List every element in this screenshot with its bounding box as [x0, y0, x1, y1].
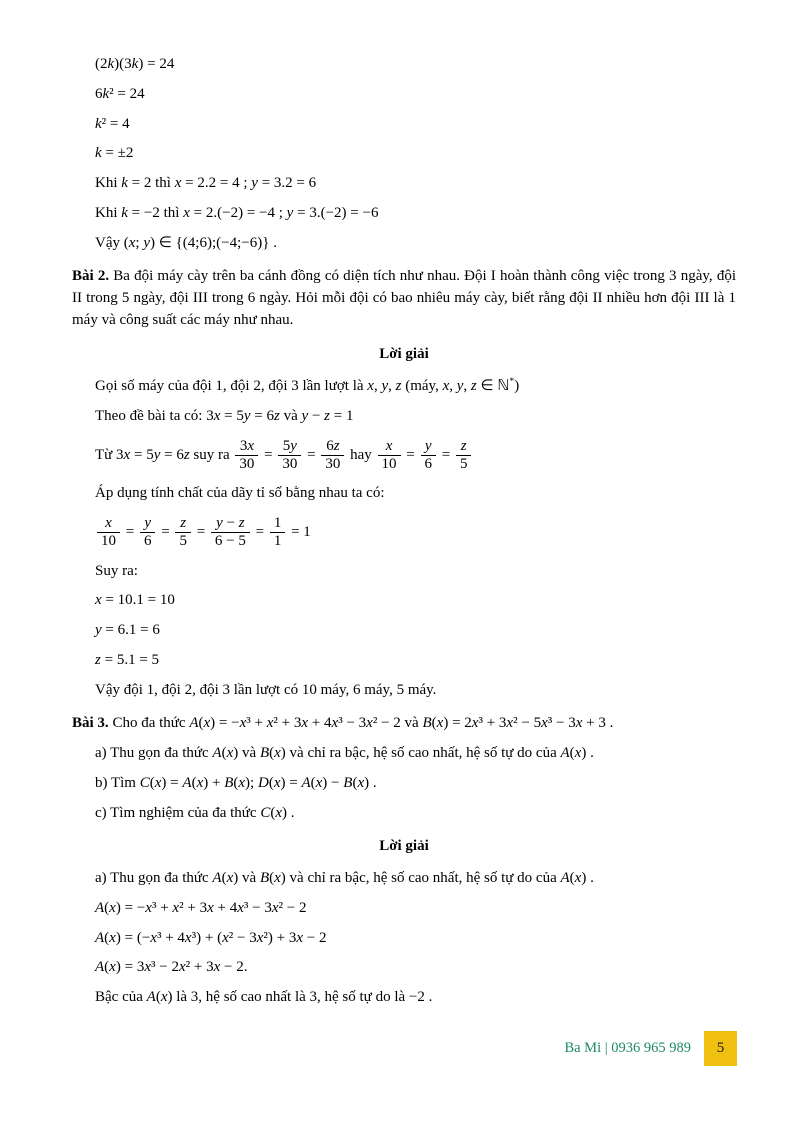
math-run: A(x): [146, 989, 173, 1005]
text-run: (máy,: [401, 378, 443, 395]
fraction: [456, 438, 472, 474]
text-run: =: [122, 524, 138, 541]
equation-line: [72, 438, 736, 474]
equation-line: [72, 114, 736, 136]
text-run: Vậy đội 1, đội 2, đội 3 lần lượt có 10 máy, 6 máy, 5 máy.: [95, 681, 437, 698]
text-run: =: [260, 446, 277, 463]
text-run: .: [424, 989, 433, 1005]
math-run: x = 2.2 = 4: [174, 175, 240, 191]
text-run: Cho đa thức: [108, 715, 190, 732]
text-run: Ba đội máy cày trên ba cánh đồng có diện tích như nhau. Đội I hoàn thành công việc trong 3 ngày, đội II trong 5 ngày, đội III trong 6 ngày. Hỏi mỗi đội có bao nhiêu máy cày, biết rằng đội II nhiều hơn đội III là 1 máy và công suất các máy như nhau.: [72, 268, 736, 328]
text-run: và: [279, 408, 302, 424]
math-run: k = −2: [121, 204, 160, 221]
text-run: Khi: [95, 204, 122, 221]
text-run: =: [402, 446, 419, 463]
math-run: 5: [456, 455, 472, 473]
fraction: [270, 515, 286, 551]
fraction: [97, 515, 120, 551]
math-run: x = 2.(−2) = −4: [183, 204, 275, 221]
text-run: suy ra: [189, 446, 234, 463]
statement-line: [72, 203, 736, 225]
math-run: x = 10.1 = 10: [95, 592, 175, 609]
text-run: Lời giải: [379, 345, 429, 362]
math-run: y: [144, 515, 152, 531]
math-run: x: [385, 437, 393, 454]
statement-line: [72, 868, 736, 890]
math-run: A(x) = 3x³ − 2x² + 3x − 2.: [95, 959, 248, 976]
text-run: .: [369, 774, 377, 791]
math-run: −2: [408, 989, 425, 1005]
math-run: B(x): [259, 745, 286, 761]
fraction: [140, 515, 156, 551]
math-run: 6k² = 24: [95, 85, 145, 102]
math-run: B(x): [259, 870, 286, 886]
text-run: Bài 2.: [72, 268, 110, 285]
text-run: Suy ra:: [95, 562, 138, 579]
math-run: k² = 4: [95, 115, 130, 132]
problem-3: [72, 713, 736, 735]
question-b: [72, 773, 736, 795]
math-run: y = 3.2 = 6: [251, 175, 317, 191]
statement-line: [72, 173, 736, 195]
text-run: .: [269, 234, 277, 251]
text-run: =: [192, 524, 209, 541]
text-run: =: [438, 446, 454, 463]
text-run: Bài 3.: [72, 715, 109, 732]
text-run: .: [605, 715, 614, 732]
text-run: a) Thu gọn đa thức: [95, 745, 213, 761]
text-run: Áp dụng tính chất của dãy tỉ số bằng nhau ta có:: [95, 485, 385, 502]
statement-line: [72, 406, 736, 428]
math-run: y − z = 1: [301, 408, 354, 424]
math-run: 6: [421, 455, 437, 473]
text-run: Gọi số máy của đội 1, đội 2, đội 3 lần lượt là: [95, 378, 368, 395]
math-run: 3x = 5y = 6z: [116, 446, 190, 463]
math-run: A(x): [212, 870, 239, 886]
fraction: [421, 438, 437, 474]
text-run: và: [400, 715, 423, 732]
text-run: Lời giải: [379, 838, 429, 855]
text-run: ): [514, 378, 520, 395]
page-number-badge: [704, 1031, 737, 1066]
statement-line: [72, 561, 736, 583]
fraction: [278, 438, 301, 474]
solution-heading: [72, 836, 736, 858]
math-run: 10: [378, 455, 401, 473]
fraction: [211, 515, 250, 551]
statement-line: [72, 987, 736, 1009]
equation-line: [72, 84, 736, 106]
math-run: x: [105, 515, 112, 531]
text-run: .: [586, 745, 594, 761]
math-run: A(x): [560, 870, 587, 886]
equation-line: [72, 590, 736, 612]
text-run: a) Thu gọn đa thức: [95, 870, 213, 886]
page-number: 5: [716, 1040, 725, 1056]
math-run: C(x) = A(x) + B(x); D(x) = A(x) − B(x): [139, 774, 370, 791]
math-run: 6z: [326, 437, 340, 454]
text-run: =: [157, 524, 174, 541]
math-run: 30: [235, 455, 258, 473]
math-run: 3x: [239, 437, 254, 454]
text-run: là 3, hệ số cao nhất là 3, hệ số tự do là: [172, 989, 409, 1005]
text-run: Vậy: [95, 234, 124, 251]
solution-heading: [72, 344, 736, 366]
text-run: Từ: [95, 446, 117, 463]
math-run: 5y: [282, 437, 297, 454]
math-run: A(x): [212, 745, 239, 761]
math-run: 6 − 5: [211, 532, 250, 550]
math-run: k = ±2: [95, 145, 134, 162]
text-run: Khi: [95, 175, 122, 191]
math-run: 3x = 5y = 6z: [206, 408, 280, 424]
text-run: =: [251, 524, 268, 541]
equation-line: [72, 898, 736, 920]
text-run: c) Tìm nghiệm của đa thức: [95, 804, 261, 821]
page-footer: [564, 1031, 737, 1066]
math-run: (2k)(3k) = 24: [95, 56, 175, 72]
math-run: 10: [97, 532, 120, 550]
math-run: 6: [140, 532, 156, 550]
statement-line: [72, 233, 736, 255]
problem-2: [72, 266, 736, 331]
math-run: z: [180, 515, 187, 531]
text-run: và chỉ ra bậc, hệ số cao nhất, hệ số tự do của: [285, 870, 561, 886]
math-run: y = 3.(−2) = −6: [286, 204, 379, 221]
fraction: [175, 515, 191, 551]
text-run: thì: [151, 175, 175, 191]
statement-line: [72, 680, 736, 702]
math-run: 30: [278, 455, 301, 473]
text-run: thì: [159, 204, 184, 221]
text-run: Bậc của: [95, 989, 147, 1005]
text-run: ;: [239, 175, 252, 191]
text-run: và chỉ ra bậc, hệ số cao nhất, hệ số tự do của: [285, 745, 561, 761]
math-run: C(x): [260, 804, 287, 821]
equation-line: [72, 143, 736, 165]
fraction: [321, 438, 344, 474]
equation-line: [72, 515, 736, 551]
question-c: [72, 803, 736, 825]
math-run: B(x) = 2x³ + 3x² − 5x³ − 3x + 3: [422, 715, 606, 732]
math-run: A(x) = (−x³ + 4x³) + (x² − 3x²) + 3x − 2: [95, 929, 327, 946]
math-run: 30: [321, 455, 344, 473]
math-run: x, y, z: [367, 378, 402, 395]
fraction: [378, 438, 401, 474]
text-run: .: [586, 870, 594, 886]
math-run: 1: [270, 532, 286, 550]
equation-line: [72, 928, 736, 950]
question-a: [72, 743, 736, 765]
math-run: (x; y) ∈ {(4;6);(−4;−6)}: [123, 234, 270, 251]
statement-line: [72, 375, 736, 398]
text-run: Theo đề bài ta có:: [95, 408, 207, 424]
equation-line: [72, 650, 736, 672]
superscript: *: [509, 376, 515, 388]
text-run: và: [238, 745, 260, 761]
text-run: ;: [275, 204, 287, 221]
text-run: = 1: [287, 524, 311, 541]
text-run: và: [238, 870, 260, 886]
math-run: 5: [175, 532, 191, 550]
text-run: =: [303, 446, 320, 463]
math-run: A(x) = −x³ + x² + 3x + 4x³ − 3x² − 2: [95, 899, 307, 916]
text-run: b) Tìm: [95, 774, 140, 791]
math-run: x, y, z ∈ ℕ: [442, 378, 510, 395]
math-run: y: [424, 437, 432, 454]
math-run: A(x): [560, 745, 587, 761]
math-run: z = 5.1 = 5: [95, 651, 160, 668]
footer-brand: Ba Mi | 0936 965 989: [564, 1040, 691, 1056]
fraction: [235, 438, 258, 474]
math-run: 1: [273, 515, 282, 531]
math-run: A(x) = −x³ + x² + 3x + 4x³ − 3x² − 2: [189, 715, 401, 732]
equation-line: [72, 54, 736, 76]
math-run: y = 6.1 = 6: [95, 622, 160, 638]
math-run: z: [460, 437, 467, 454]
text-run: hay: [346, 446, 376, 463]
math-run: k = 2: [121, 175, 152, 191]
equation-line: [72, 620, 736, 642]
statement-line: [72, 483, 736, 505]
equation-line: [72, 957, 736, 979]
text-run: .: [287, 804, 295, 821]
math-run: y − z: [216, 515, 245, 531]
